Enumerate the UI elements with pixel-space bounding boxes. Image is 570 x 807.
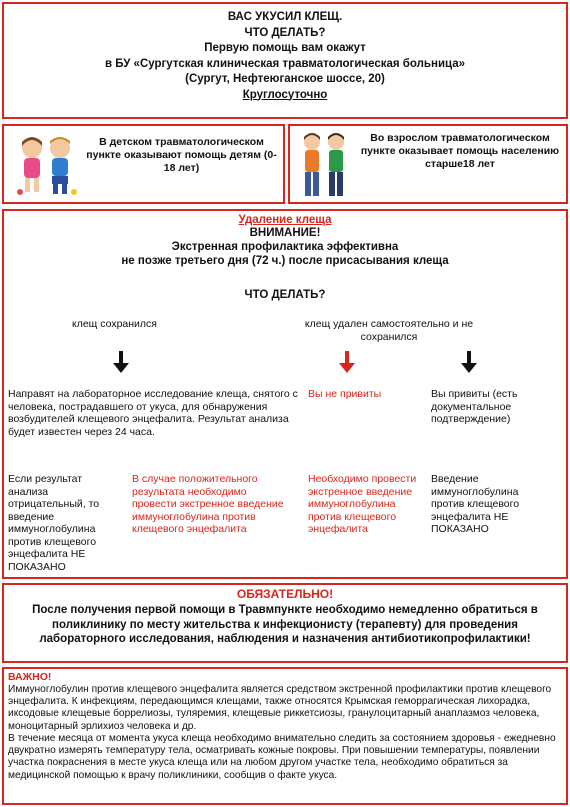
vaccinated-action: Введение иммуноглобулина против клещевого энцефалита НЕ ПОКАЗАНО <box>431 473 520 535</box>
header-line-6: Круглосуточно <box>242 88 328 101</box>
attention-label: ВНИМАНИЕ! <box>249 227 321 239</box>
branch-tick-removed: клещ удален самостоятельно и не сохранился <box>304 318 474 343</box>
important-title: ВАЖНО! <box>8 671 52 683</box>
children-illustration <box>12 134 82 198</box>
vaccinated-label: Вы привиты (есть документальное подтверждение) <box>431 388 518 425</box>
mandatory-text: После получения первой помощи в Травмпункте необходимо немедленно обратиться в поликлинику по месту жительства к инфекционисту (терапевту) для проведения лабораторного исследования, наблюдения и назначения антибиотикопрофилактики! <box>32 604 538 645</box>
lab-test-text: Направят на лабораторное исследование клеща, снятого с человека, пострадавшего от укуса, для обнаружения возбудителей клещевого энцефалита. Результат анализа будет известен через 24 часа. <box>8 388 298 438</box>
removal-box <box>2 209 568 579</box>
what-to-do-heading: ЧТО ДЕЛАТЬ? <box>244 289 326 301</box>
adult-point-box <box>288 124 568 204</box>
important-text-1: Иммуноглобулин против клещевого энцефалита является средством экстренной профилактики против клещевого энцефалита. К инфекциям, передающимся клещами, также относятся Крымская геморрагическая лихорадка, иксодовые клещевые боррелиозы, туляремия, клещевые риккетсиозы, гранулоцитарный анаплазмоз человека, моноцитарный эрлихиоз человека и др. <box>8 684 552 732</box>
header-line-4: в БУ «Сургутская клиническая травматологическая больница» <box>104 57 466 70</box>
removal-title: Удаление клеща <box>238 214 332 226</box>
prophylaxis-line-2: не позже третьего дня (72 ч.) после присасывания клеща <box>121 255 449 267</box>
adult-point-text: Во взрослом травматологическом пункте оказывает помощь населению старше18 лет <box>360 132 560 170</box>
not-vaccinated-label: Вы не привиты <box>308 388 382 400</box>
children-point-text: В детском травматологическом пункте оказывают помощь детям (0-18 лет) <box>86 136 277 174</box>
important-text-2: В течение месяца от момента укуса клеща необходимо внимательно следить за состоянием здоровья - ежедневно двукратно измерять температуру тела, осматривать кожные покровы. При повышении температуры, появлении участка покраснения в месте укуса клеща или на любом другом участке тела, необходимо обратиться за медицинской помощью к врачу поликлиники, сообщив о факте укуса. <box>8 733 556 781</box>
arrow-down-icon <box>464 351 474 373</box>
mandatory-box <box>2 583 568 663</box>
result-negative-text: Если результат анализа отрицательный, то введение иммуноглобулина против клещевого энцефалита НЕ ПОКАЗАНО <box>8 473 100 573</box>
header-line-5: (Сургут, Нефтеюганское шоссе, 20) <box>185 73 385 85</box>
branch-tick-kept: клещ сохранился <box>72 318 157 330</box>
prophylaxis-line-1: Экстренная профилактика эффективна <box>171 241 399 253</box>
header-line-1: ВАС УКУСИЛ КЛЕЩ. <box>227 11 343 23</box>
children-point-box <box>2 124 285 204</box>
header-box <box>2 2 568 119</box>
header-line-2: ЧТО ДЕЛАТЬ? <box>244 26 326 39</box>
important-box <box>2 667 568 805</box>
arrow-down-red-icon <box>342 351 352 373</box>
result-positive-text: В случае положительного результата необходимо провести экстренное введение иммуноглобулина против клещевого энцефалита <box>132 473 284 535</box>
adults-illustration <box>296 130 354 200</box>
mandatory-title: ОБЯЗАТЕЛЬНО! <box>236 587 334 601</box>
arrow-down-icon <box>116 351 126 373</box>
not-vaccinated-action: Необходимо провести экстренное введение иммуноглобулина против клещевого энцефалита <box>308 473 417 535</box>
header-line-3: Первую помощь вам окажут <box>204 42 366 54</box>
